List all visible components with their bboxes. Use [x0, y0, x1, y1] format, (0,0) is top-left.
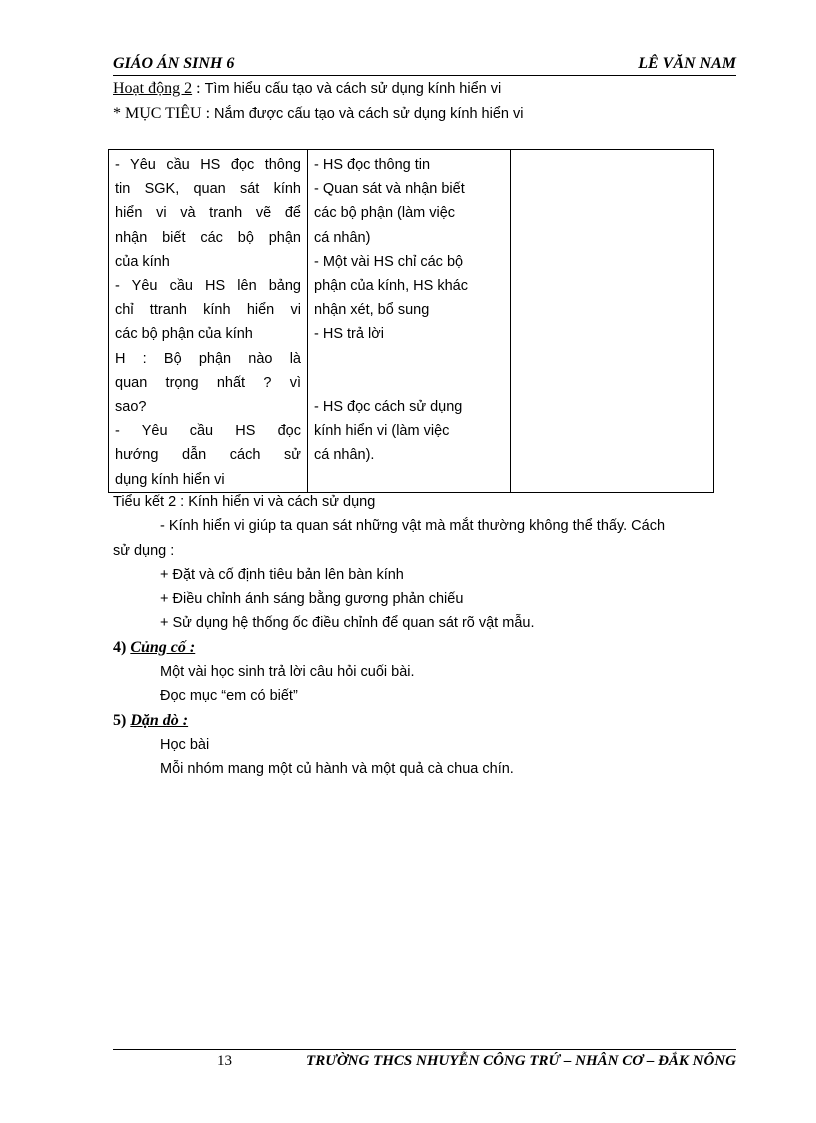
cell-line: dụng kính hiển vi — [115, 471, 225, 488]
reinforce-number: 4) — [113, 639, 131, 656]
cell-line: nhận biết các bộ phận — [115, 229, 301, 246]
table-row — [109, 150, 714, 493]
cell-line: phận của kính, HS khác — [314, 278, 468, 295]
cell-line: các bộ phận của kính — [115, 326, 253, 343]
activity-heading — [113, 80, 501, 98]
cell-line: - Yêu cầu HS đọc — [115, 423, 301, 440]
reinforce-heading — [113, 639, 195, 657]
cell-line: cá nhân) — [314, 229, 371, 246]
reinforce-label: Củng cố : — [130, 639, 196, 656]
activity-table — [108, 149, 714, 493]
homework-heading — [113, 712, 188, 730]
cell-line: H : Bộ phận nào là — [115, 350, 301, 367]
cell-spacer — [314, 347, 504, 371]
header-subject: GIÁO ÁN SINH 6 — [113, 55, 235, 72]
cell-line: - Một vài HS chỉ các bộ — [314, 253, 464, 270]
activity-colon: : — [192, 80, 205, 97]
reinforce-line: Một vài học sinh trả lời câu hỏi cuối bài. — [160, 664, 415, 680]
header-author: LÊ VĂN NAM — [638, 55, 736, 72]
summary-step: + Điều chỉnh ánh sáng bằng gương phản chiếu — [160, 591, 464, 607]
teacher-activity-cell — [109, 150, 308, 493]
cell-line: cá nhân). — [314, 447, 375, 464]
cell-line: các bộ phận (làm việc — [314, 205, 456, 222]
summary-step: + Đặt và cố định tiêu bản lên bàn kính — [160, 567, 404, 583]
cell-line: quan trọng nhất ? vì — [115, 374, 301, 391]
homework-line: Học bài — [160, 737, 210, 753]
content-cell — [511, 150, 714, 493]
reinforce-line: Đọc mục “em có biết” — [160, 688, 298, 704]
page-header — [113, 53, 736, 76]
objective-label: * MỤC TIÊU : — [113, 105, 215, 122]
cell-line: - Quan sát và nhận biết — [314, 181, 465, 198]
cell-line: - Yêu cầu HS đọc thông — [115, 157, 301, 173]
cell-line: - Yêu cầu HS lên bảng — [115, 278, 301, 295]
cell-line: - HS trả lời — [314, 326, 384, 343]
objective-line — [113, 105, 523, 123]
homework-label: Dặn dò : — [130, 712, 189, 729]
page-footer — [113, 1049, 736, 1072]
student-activity-cell — [308, 150, 511, 493]
homework-line: Mỗi nhóm mang một củ hành và một quả cà chua chín. — [160, 761, 514, 777]
objective-text: Nắm được cấu tạo và cách sử dụng kính hiển vi — [214, 106, 524, 122]
summary-step: + Sử dụng hệ thống ốc điều chỉnh để quan sát rõ vật mẫu. — [160, 615, 535, 631]
summary-line-1: - Kính hiển vi giúp ta quan sát những vật mà mắt thường không thể thấy. Cách — [160, 518, 666, 534]
homework-number: 5) — [113, 712, 131, 729]
cell-line: chỉ ttranh kính hiển vi — [115, 302, 301, 319]
cell-line: - HS đọc cách sử dụng — [314, 399, 463, 415]
cell-spacer — [314, 371, 504, 395]
page-number: 13 — [217, 1053, 232, 1069]
cell-line: - HS đọc thông tin — [314, 157, 431, 173]
school-name: TRƯỜNG THCS NHUYỄN CÔNG TRỨ – NHÂN CƠ – ĐẮK NÔNG — [306, 1053, 736, 1069]
activity-title: Tìm hiểu cấu tạo và cách sử dụng kính hiển vi — [204, 81, 502, 97]
cell-line: hướng dẫn cách sử — [115, 447, 301, 464]
cell-line: sao? — [115, 399, 147, 416]
cell-line: tin SGK, quan sát kính — [115, 181, 301, 198]
cell-line: của kính — [115, 253, 170, 270]
summary-line-2: sử dụng : — [113, 543, 175, 559]
cell-line: kính hiển vi (làm việc — [314, 423, 450, 440]
activity-label: Hoạt động 2 — [113, 80, 193, 97]
cell-line: nhận xét, bổ sung — [314, 302, 430, 319]
cell-line: hiển vi và tranh vẽ để — [115, 205, 301, 222]
summary-title: Tiểu kết 2 : Kính hiển vi và cách sử dụng — [113, 494, 376, 510]
